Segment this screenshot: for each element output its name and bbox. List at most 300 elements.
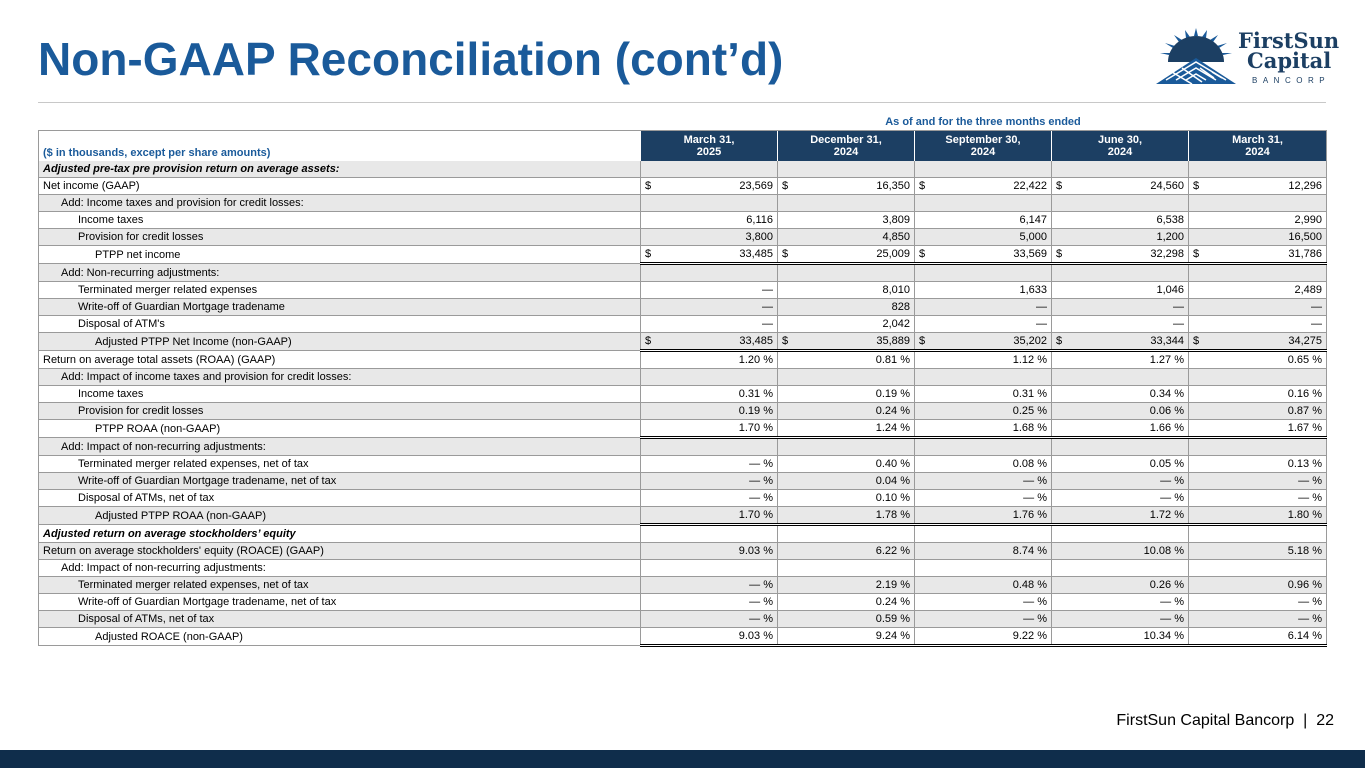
- row-value-cell: [915, 212, 1052, 229]
- row-value-cell: [915, 161, 1052, 178]
- column-header-q2-2024: [1052, 131, 1189, 162]
- row-value: 22,422: [1013, 180, 1047, 192]
- currency-symbol: $: [1193, 248, 1200, 260]
- row-value: 31,786: [1288, 248, 1322, 260]
- row-label: Net income (GAAP): [39, 178, 641, 195]
- currency-symbol: $: [919, 335, 926, 347]
- row-value: 2.19 %: [875, 579, 910, 591]
- row-value: 9.03 %: [738, 630, 773, 642]
- row-value: — %: [1298, 613, 1322, 625]
- row-value-cell: [778, 229, 915, 246]
- row-value-cell: [915, 246, 1052, 264]
- table-row: [39, 316, 1327, 333]
- row-value-cell: [915, 525, 1052, 543]
- row-label: Provision for credit losses: [39, 229, 641, 246]
- row-value: 6.22 %: [875, 545, 910, 557]
- currency-symbol: $: [1056, 335, 1063, 347]
- column-header-q3-2024: [915, 131, 1052, 162]
- row-value-cell: [1052, 543, 1189, 560]
- row-value-cell: [1189, 229, 1327, 246]
- currency-symbol: $: [1056, 248, 1063, 260]
- currency-symbol: $: [645, 335, 652, 347]
- column-header-date: December 31,: [810, 134, 882, 146]
- row-value: 0.81 %: [875, 354, 910, 366]
- table-row: [39, 577, 1327, 594]
- row-value-cell: [1052, 473, 1189, 490]
- row-label: Disposal of ATMs, net of tax: [39, 490, 641, 507]
- row-value-cell: [915, 490, 1052, 507]
- row-value: — %: [749, 596, 773, 608]
- row-value-cell: [778, 161, 915, 178]
- row-value: 6.14 %: [1287, 630, 1322, 642]
- row-value: — %: [1160, 596, 1184, 608]
- row-value-cell: [1052, 456, 1189, 473]
- row-value-cell: [1189, 333, 1327, 351]
- row-value: —: [1173, 318, 1184, 330]
- row-value: 9.24 %: [875, 630, 910, 642]
- row-value-cell: [915, 333, 1052, 351]
- row-value: 3,800: [745, 231, 773, 243]
- currency-symbol: $: [782, 248, 789, 260]
- row-label: Adjusted PTPP Net Income (non-GAAP): [39, 333, 641, 351]
- row-label: Add: Impact of non-recurring adjustments:: [39, 438, 641, 456]
- table-row: [39, 264, 1327, 282]
- row-value-cell: [778, 351, 915, 369]
- row-value: 0.31 %: [1012, 388, 1047, 400]
- row-value-cell: [778, 577, 915, 594]
- row-value: 1.24 %: [875, 422, 910, 434]
- row-value-cell: [641, 161, 778, 178]
- row-value: 16,500: [1288, 231, 1322, 243]
- row-value: —: [1311, 301, 1322, 313]
- row-value: 12,296: [1288, 180, 1322, 192]
- row-value-cell: [1189, 577, 1327, 594]
- currency-symbol: $: [1056, 180, 1063, 192]
- row-value-cell: [778, 333, 915, 351]
- row-value-cell: [1052, 316, 1189, 333]
- row-value-cell: [915, 264, 1052, 282]
- table-row: [39, 594, 1327, 611]
- row-value: — %: [749, 475, 773, 487]
- row-value-cell: [1189, 543, 1327, 560]
- row-value: — %: [1298, 596, 1322, 608]
- row-value: 1.66 %: [1149, 422, 1184, 434]
- row-value: 1.20 %: [738, 354, 773, 366]
- row-value: 24,560: [1150, 180, 1184, 192]
- row-value-cell: [915, 369, 1052, 386]
- logo-wordmark-firstsun: FirstSun: [1238, 28, 1340, 53]
- logo-wordmark-bancorp: BANCORP: [1252, 76, 1331, 85]
- table-row: [39, 229, 1327, 246]
- row-value-cell: [915, 229, 1052, 246]
- row-label: Terminated merger related expenses: [39, 282, 641, 299]
- row-value: 4,850: [882, 231, 910, 243]
- row-value-cell: [1189, 560, 1327, 577]
- row-value: 1,633: [1019, 284, 1047, 296]
- row-value-cell: [641, 611, 778, 628]
- row-value: 1.76 %: [1012, 509, 1047, 521]
- row-value: 5.18 %: [1287, 545, 1322, 557]
- page-number: 22: [1316, 712, 1334, 729]
- row-value-cell: [1189, 386, 1327, 403]
- row-value-cell: [1189, 369, 1327, 386]
- row-value-cell: [1052, 161, 1189, 178]
- row-value-cell: [641, 628, 778, 646]
- row-value-cell: [1052, 246, 1189, 264]
- row-value: — %: [749, 613, 773, 625]
- row-value: 1.12 %: [1012, 354, 1047, 366]
- row-value: 0.24 %: [875, 405, 910, 417]
- row-value-cell: [1189, 628, 1327, 646]
- row-label: Add: Non-recurring adjustments:: [39, 264, 641, 282]
- row-value-cell: [915, 611, 1052, 628]
- row-value-cell: [915, 351, 1052, 369]
- table-row: [39, 212, 1327, 229]
- row-value: 35,202: [1013, 335, 1047, 347]
- row-value: 2,042: [882, 318, 910, 330]
- row-label: Write-off of Guardian Mortgage tradename, net of tax: [39, 473, 641, 490]
- row-value-cell: [1189, 282, 1327, 299]
- row-value-cell: [915, 420, 1052, 438]
- row-value-cell: [1052, 229, 1189, 246]
- row-value: — %: [1023, 475, 1047, 487]
- row-value-cell: [915, 386, 1052, 403]
- table-row: [39, 369, 1327, 386]
- row-value-cell: [1052, 560, 1189, 577]
- row-value-cell: [641, 299, 778, 316]
- row-label: Add: Impact of non-recurring adjustments:: [39, 560, 641, 577]
- row-value: 25,009: [876, 248, 910, 260]
- row-value: 10.08 %: [1143, 545, 1184, 557]
- row-value: 1.70 %: [738, 509, 773, 521]
- row-value-cell: [1052, 282, 1189, 299]
- row-value: 1.78 %: [875, 509, 910, 521]
- row-value-cell: [1052, 594, 1189, 611]
- table-row: [39, 560, 1327, 577]
- row-value: 0.96 %: [1287, 579, 1322, 591]
- row-label: Disposal of ATM's: [39, 316, 641, 333]
- row-value-cell: [778, 282, 915, 299]
- row-value-cell: [778, 420, 915, 438]
- currency-symbol: $: [919, 180, 926, 192]
- row-label: Provision for credit losses: [39, 403, 641, 420]
- column-header-date: June 30,: [1097, 134, 1143, 146]
- row-value-cell: [1189, 264, 1327, 282]
- row-value-cell: [778, 299, 915, 316]
- row-value-cell: [641, 403, 778, 420]
- row-value-cell: [641, 438, 778, 456]
- row-value-cell: [1052, 403, 1189, 420]
- row-value-cell: [778, 628, 915, 646]
- row-value-cell: [1052, 264, 1189, 282]
- row-value-cell: [641, 264, 778, 282]
- footer-bar: [0, 750, 1365, 768]
- row-value: 0.19 %: [738, 405, 773, 417]
- row-value-cell: [778, 438, 915, 456]
- row-value-cell: [778, 473, 915, 490]
- row-value-cell: [778, 560, 915, 577]
- currency-symbol: $: [919, 248, 926, 260]
- period-header: As of and for the three months ended: [885, 116, 1081, 128]
- table-row: [39, 438, 1327, 456]
- row-value: 0.13 %: [1287, 458, 1322, 470]
- table-row: [39, 507, 1327, 525]
- row-value-cell: [641, 246, 778, 264]
- column-header-date: March 31,: [683, 134, 735, 146]
- row-value-cell: [641, 178, 778, 195]
- table-row: [39, 403, 1327, 420]
- row-value: 1.70 %: [738, 422, 773, 434]
- row-value-cell: [778, 316, 915, 333]
- row-value-cell: [1189, 351, 1327, 369]
- row-label: Terminated merger related expenses, net of tax: [39, 456, 641, 473]
- row-value-cell: [1052, 369, 1189, 386]
- row-value-cell: [1052, 195, 1189, 212]
- row-value-cell: [1052, 420, 1189, 438]
- table-row: [39, 543, 1327, 560]
- row-value: 0.25 %: [1012, 405, 1047, 417]
- reconciliation-table: [38, 130, 1327, 647]
- row-value-cell: [915, 403, 1052, 420]
- currency-symbol: $: [645, 180, 652, 192]
- row-value-cell: [778, 264, 915, 282]
- column-header-year: 2024: [1107, 146, 1133, 158]
- row-value-cell: [778, 195, 915, 212]
- row-value-cell: [915, 594, 1052, 611]
- column-header-q4-2024: [778, 131, 915, 162]
- row-value: 1.67 %: [1287, 422, 1322, 434]
- column-header-q1-2025: [641, 131, 778, 162]
- row-value-cell: [1189, 507, 1327, 525]
- table-row: [39, 246, 1327, 264]
- row-value-cell: [915, 543, 1052, 560]
- row-value: 1.72 %: [1149, 509, 1184, 521]
- currency-symbol: $: [1193, 180, 1200, 192]
- row-value: 5,000: [1019, 231, 1047, 243]
- table-row: [39, 473, 1327, 490]
- currency-symbol: $: [782, 335, 789, 347]
- row-label: Add: Income taxes and provision for credit losses:: [39, 195, 641, 212]
- row-value: 1.80 %: [1287, 509, 1322, 521]
- row-value: 6,116: [746, 214, 773, 226]
- row-value: 1.68 %: [1012, 422, 1047, 434]
- row-value-cell: [1052, 611, 1189, 628]
- row-value-cell: [641, 473, 778, 490]
- row-label: Add: Impact of income taxes and provision for credit losses:: [39, 369, 641, 386]
- row-value: —: [1036, 301, 1047, 313]
- row-value: 1,200: [1156, 231, 1184, 243]
- row-value: — %: [1160, 492, 1184, 504]
- row-value-cell: [1189, 594, 1327, 611]
- row-value: —: [762, 301, 773, 313]
- row-label: Return on average total assets (ROAA) (GAAP): [39, 351, 641, 369]
- row-value: 8,010: [882, 284, 910, 296]
- row-value-cell: [915, 473, 1052, 490]
- row-value: 0.24 %: [875, 596, 910, 608]
- row-value: — %: [1160, 475, 1184, 487]
- footer-company: FirstSun Capital Bancorp: [1116, 712, 1295, 729]
- row-value: — %: [749, 458, 773, 470]
- table-row: [39, 456, 1327, 473]
- row-value: 0.08 %: [1012, 458, 1047, 470]
- row-value-cell: [778, 611, 915, 628]
- row-label: Adjusted return on average stockholders’ equity: [39, 525, 641, 543]
- table-row: [39, 611, 1327, 628]
- row-value: 2,990: [1294, 214, 1322, 226]
- column-header-year: 2024: [1245, 146, 1270, 158]
- row-value-cell: [1189, 195, 1327, 212]
- row-value: 0.06 %: [1149, 405, 1184, 417]
- currency-symbol: $: [645, 248, 652, 260]
- row-value-cell: [641, 351, 778, 369]
- row-value: 0.65 %: [1287, 354, 1322, 366]
- footer: [1116, 712, 1334, 730]
- row-value-cell: [641, 229, 778, 246]
- row-value: 0.31 %: [738, 388, 773, 400]
- column-header-year: 2025: [696, 146, 722, 158]
- table-body: [39, 161, 1327, 646]
- row-value-cell: [1189, 525, 1327, 543]
- row-label: Adjusted PTPP ROAA (non-GAAP): [39, 507, 641, 525]
- row-value-cell: [915, 507, 1052, 525]
- row-value-cell: [915, 628, 1052, 646]
- row-value-cell: [915, 299, 1052, 316]
- table-row: [39, 299, 1327, 316]
- row-value-cell: [1052, 490, 1189, 507]
- row-value-cell: [641, 594, 778, 611]
- row-value-cell: [778, 525, 915, 543]
- row-value: 34,275: [1288, 335, 1322, 347]
- table-row: [39, 178, 1327, 195]
- row-value-cell: [1189, 212, 1327, 229]
- row-value-cell: [641, 525, 778, 543]
- row-value: 0.16 %: [1287, 388, 1322, 400]
- row-value-cell: [1052, 333, 1189, 351]
- row-value: 3,809: [882, 214, 910, 226]
- row-value: 16,350: [876, 180, 910, 192]
- row-value-cell: [915, 316, 1052, 333]
- row-value-cell: [1052, 577, 1189, 594]
- table-row: [39, 490, 1327, 507]
- row-value-cell: [641, 507, 778, 525]
- currency-symbol: $: [782, 180, 789, 192]
- row-value-cell: [1189, 490, 1327, 507]
- row-value-cell: [1189, 438, 1327, 456]
- row-value: 8.74 %: [1012, 545, 1047, 557]
- row-value: 6,147: [1019, 214, 1047, 226]
- row-value-cell: [641, 420, 778, 438]
- table-header-row: [39, 131, 1327, 162]
- row-label: PTPP ROAA (non-GAAP): [39, 420, 641, 438]
- row-value: 6,538: [1156, 214, 1184, 226]
- row-value: 1,046: [1156, 284, 1184, 296]
- row-value: — %: [1298, 475, 1322, 487]
- row-value: 10.34 %: [1143, 630, 1184, 642]
- row-value: 828: [891, 301, 910, 313]
- row-label: Disposal of ATMs, net of tax: [39, 611, 641, 628]
- row-value-cell: [915, 560, 1052, 577]
- table-row: [39, 628, 1327, 646]
- row-value: 0.19 %: [875, 388, 910, 400]
- table-row: [39, 195, 1327, 212]
- column-header-date: March 31,: [1232, 134, 1283, 146]
- row-value: —: [1311, 318, 1322, 330]
- row-value-cell: [778, 386, 915, 403]
- logo-wordmark-capital: Capital: [1247, 48, 1332, 73]
- row-value-cell: [641, 577, 778, 594]
- row-value: 9.03 %: [738, 545, 773, 557]
- row-value-cell: [1189, 403, 1327, 420]
- table-row: [39, 386, 1327, 403]
- row-value-cell: [1189, 473, 1327, 490]
- row-value-cell: [778, 403, 915, 420]
- row-value: — %: [1298, 492, 1322, 504]
- row-value: 9.22 %: [1012, 630, 1047, 642]
- row-value-cell: [915, 178, 1052, 195]
- row-value: 33,569: [1013, 248, 1047, 260]
- row-value-cell: [1189, 161, 1327, 178]
- row-value-cell: [778, 594, 915, 611]
- row-value: — %: [1023, 492, 1047, 504]
- row-value-cell: [1189, 246, 1327, 264]
- row-label: Adjusted pre-tax pre provision return on average assets:: [39, 161, 641, 178]
- row-value: 0.87 %: [1287, 405, 1322, 417]
- row-label: Adjusted ROACE (non-GAAP): [39, 628, 641, 646]
- row-value-cell: [915, 195, 1052, 212]
- row-value: —: [1173, 301, 1184, 313]
- row-value-cell: [641, 195, 778, 212]
- row-value-cell: [641, 490, 778, 507]
- label-column-header: ($ in thousands, except per share amounts): [39, 131, 641, 162]
- row-value-cell: [641, 316, 778, 333]
- row-value-cell: [641, 282, 778, 299]
- row-value: 0.34 %: [1149, 388, 1184, 400]
- row-value: 32,298: [1150, 248, 1184, 260]
- row-value-cell: [778, 507, 915, 525]
- row-value-cell: [641, 543, 778, 560]
- column-header-q1-2024: [1189, 131, 1327, 162]
- row-value: 23,569: [739, 180, 773, 192]
- row-value-cell: [1189, 420, 1327, 438]
- row-label: Write-off of Guardian Mortgage tradename, net of tax: [39, 594, 641, 611]
- row-value-cell: [1052, 178, 1189, 195]
- row-value-cell: [778, 246, 915, 264]
- row-value-cell: [778, 212, 915, 229]
- table-row: [39, 525, 1327, 543]
- row-label: Write-off of Guardian Mortgage tradename: [39, 299, 641, 316]
- row-value-cell: [778, 456, 915, 473]
- row-value-cell: [1052, 386, 1189, 403]
- row-value-cell: [778, 369, 915, 386]
- row-value-cell: [1189, 178, 1327, 195]
- footer-separator: |: [1303, 712, 1308, 729]
- table-row: [39, 420, 1327, 438]
- row-value: 0.48 %: [1012, 579, 1047, 591]
- row-value-cell: [1052, 507, 1189, 525]
- row-value-cell: [1052, 525, 1189, 543]
- row-value: 2,489: [1294, 284, 1322, 296]
- row-value-cell: [778, 543, 915, 560]
- row-label: Income taxes: [39, 386, 641, 403]
- currency-symbol: $: [1193, 335, 1200, 347]
- row-value-cell: [1052, 212, 1189, 229]
- page-title: Non-GAAP Reconciliation (cont’d): [38, 33, 784, 85]
- row-value: 0.04 %: [875, 475, 910, 487]
- table-row: [39, 161, 1327, 178]
- row-value-cell: [641, 369, 778, 386]
- row-value-cell: [915, 577, 1052, 594]
- row-value-cell: [915, 438, 1052, 456]
